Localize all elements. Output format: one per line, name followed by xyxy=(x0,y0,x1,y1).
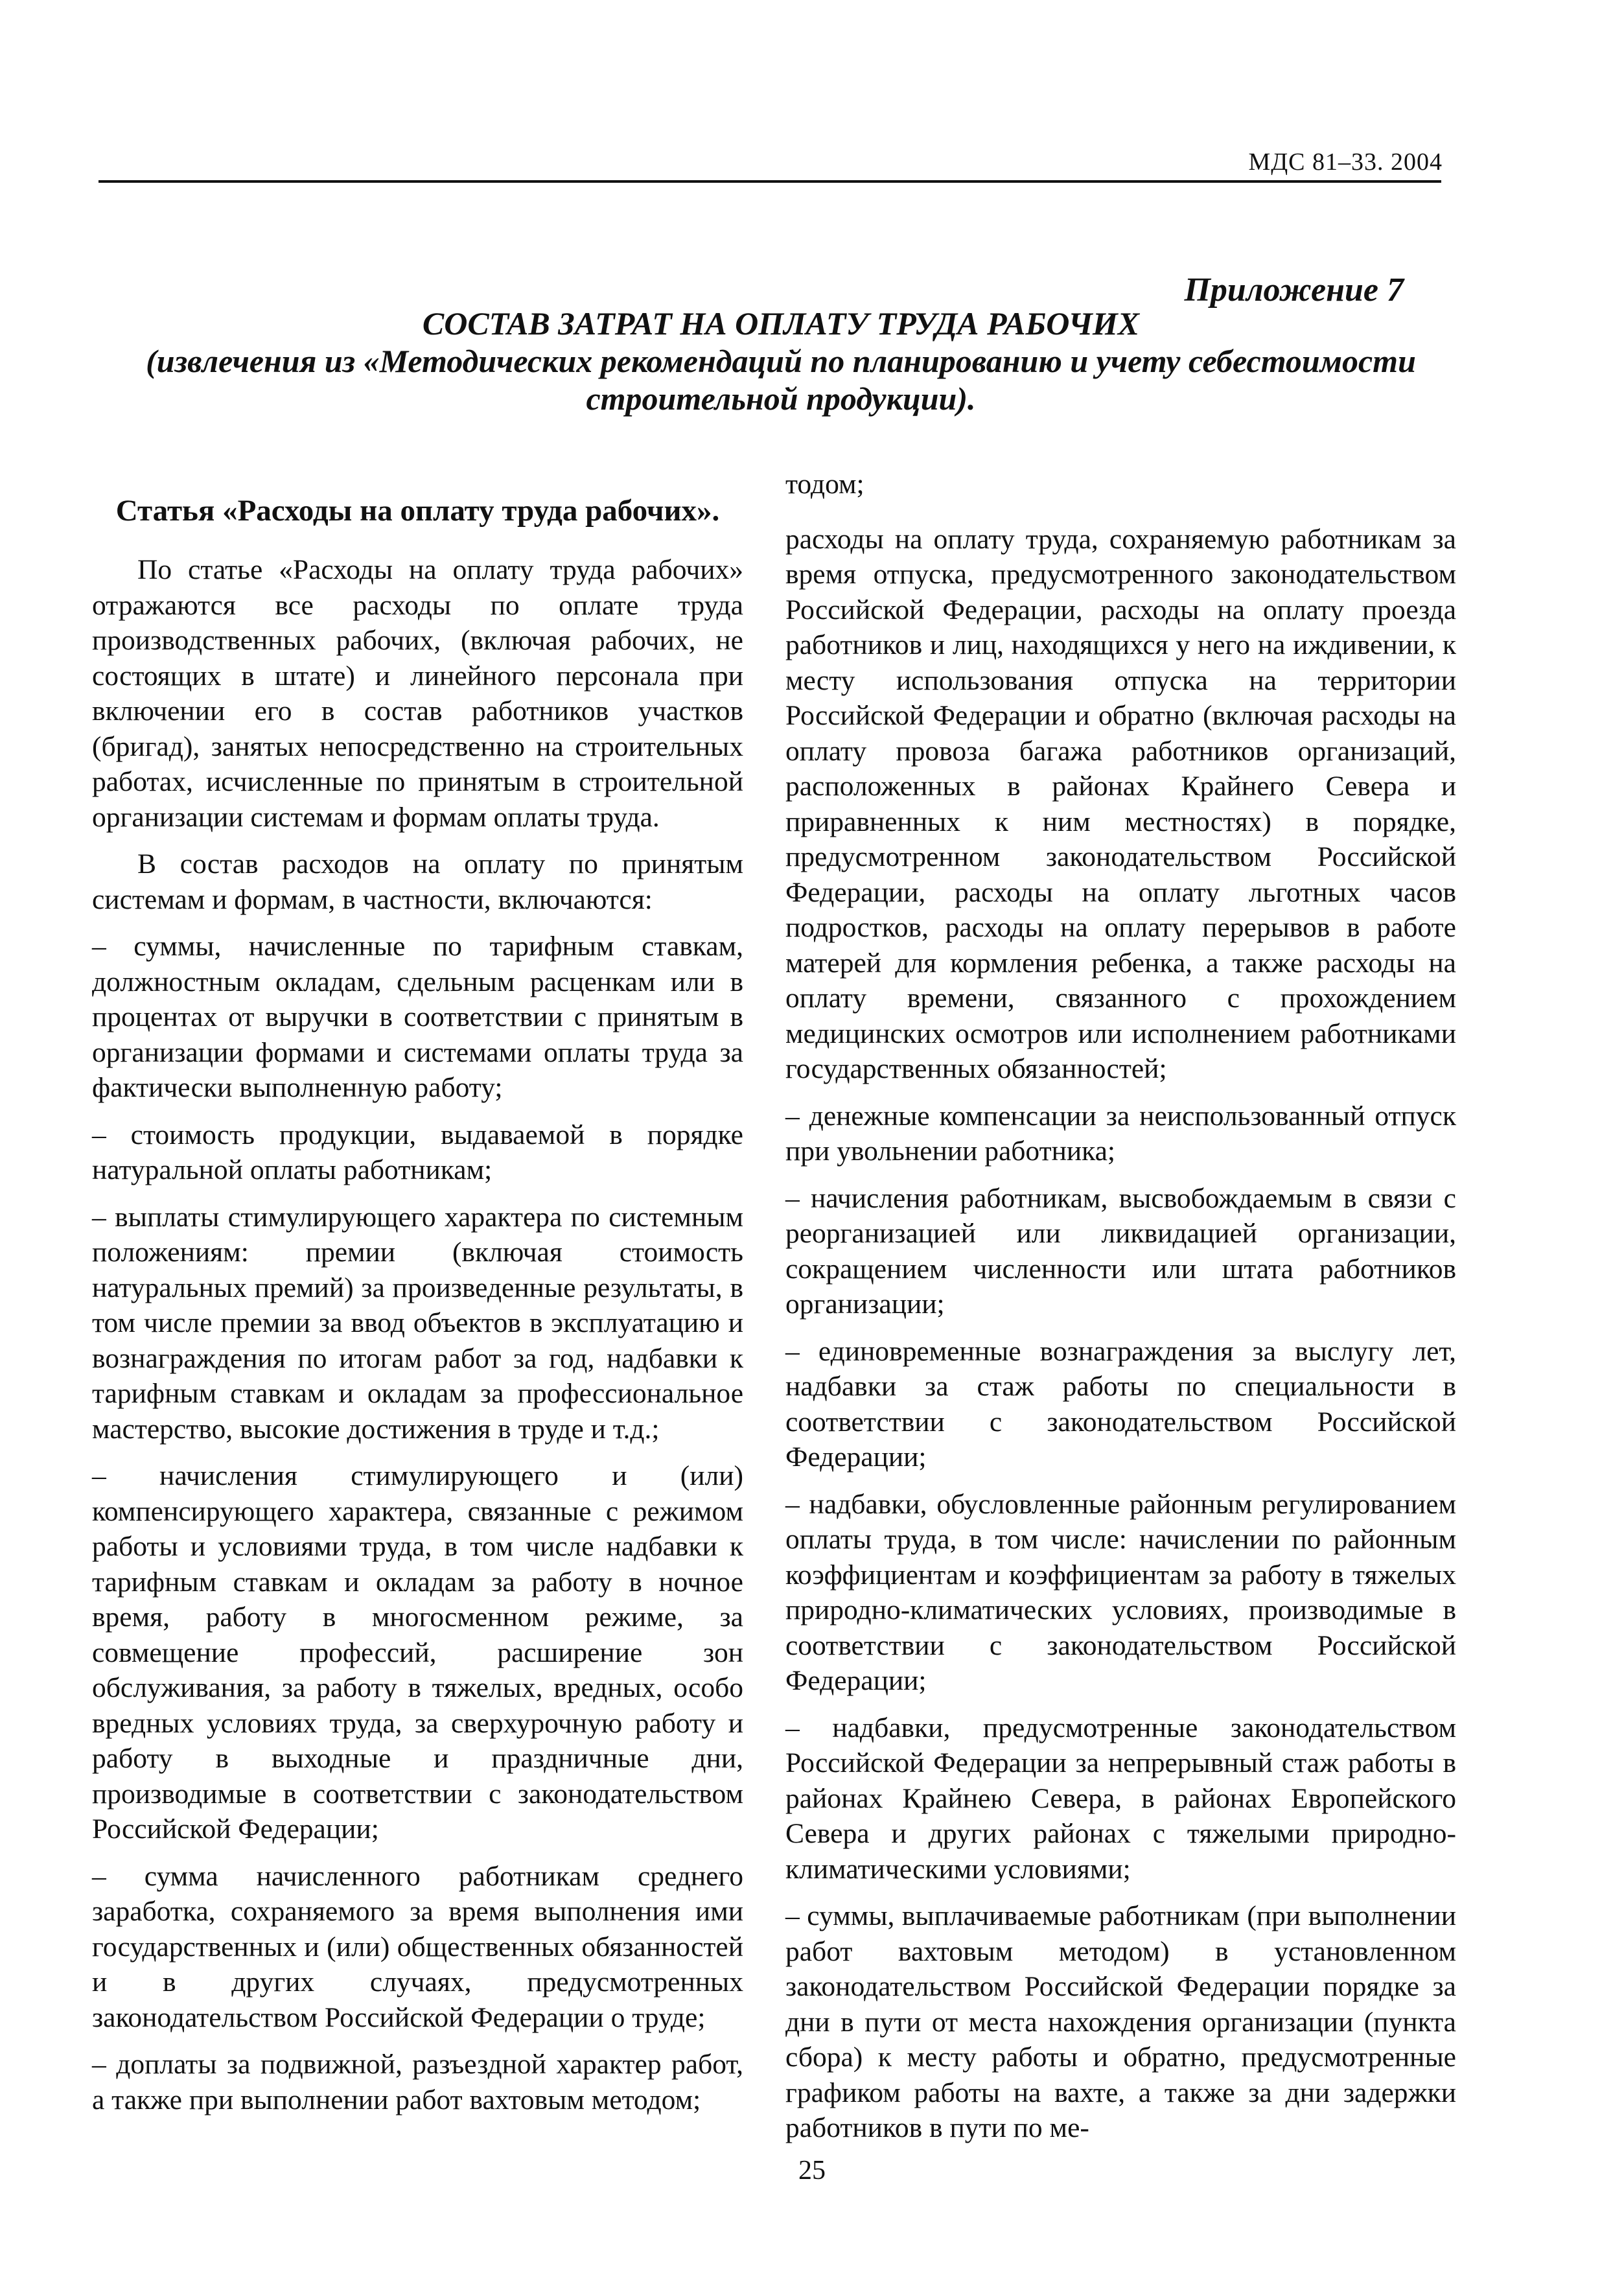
list-item: – денежные компенсации за неиспользованный отпуск при увольнении работника; xyxy=(785,1100,1456,1167)
list-item: – доплаты за подвижной, разъездной характер работ, а также при выполнении работ вахтовым методом; xyxy=(92,2049,743,2115)
section-heading: Статья «Расходы на оплату труда рабочих». xyxy=(115,494,720,528)
paragraph: По статье «Расходы на оплату труда рабочих» отражаются все расходы по оплате труда производственных рабочих, (включая рабочих, не состоящих в штате) и линейного персонала при включении его в состав работников участков (бригад), занятых непосредственно на строительных работах, исчисленные по принятым в строительной организации системам и формам оплаты труда. xyxy=(92,554,743,833)
paragraph-continuation: тодом; xyxy=(785,469,864,500)
list-item: – сумма начисленного работникам среднего заработка, сохраняемого за время выполнения ими государственных и (или) общественных обязанностей и в других случаях, предусмотренных законодательством Российской Федерации о труде; xyxy=(92,1860,743,2033)
title-main: СОСТАВ ЗАТРАТ НА ОПЛАТУ ТРУДА РАБОЧИХ xyxy=(422,305,1140,342)
page-number: 25 xyxy=(798,2156,826,2185)
document-title xyxy=(117,305,1445,417)
list-item: – суммы, выплачиваемые работникам (при выполнении работ вахтовым методом) в установленном законодательством Российской Федерации порядке за дни в пути от места нахождения организации (пункта сбора) к месту работы и обратно, предусмотренные графиком работы на вахте, а также за дни задержки работников в пути по ме- xyxy=(785,1900,1456,2143)
list-item: – надбавки, обусловленные районным регулированием оплаты труда, в том числе: начислении по районным коэффициентам и коэффициентам за работу в тяжелых природно-климатических условиях, производимые в соответствии с законодательством Российской Федерации; xyxy=(785,1488,1456,1696)
list-item: – единовременные вознаграждения за выслугу лет, надбавки за стаж работы по специальности в соответствии с законодательством Российской Федерации; xyxy=(785,1335,1456,1473)
paragraph: расходы на оплату труда, сохраняемую работникам за время отпуска, предусмотренного законодательством Российской Федерации, расходы на оплату проезда работников и лиц, находящихся у него на иждивении, к месту использования отпуска на территории Российской Федерации и обратно (включая расходы на оплату провоза багажа работников организаций, расположенных в районах Крайнего Севера и приравненных к ним местностях) в порядке, предусмотренном законодательством Российской Федерации, расходы на оплату льготных часов подростков, расходы на оплату перерывов в работе матерей для кормления ребенка, а также расходы на оплату времени, связанного с прохождением медицинских осмотров или исполнением работниками государственных обязанностей; xyxy=(785,523,1456,1084)
title-subtitle: (извлечения из «Методических рекомендаций по планированию и учету себестоимости строительной продукции). xyxy=(146,343,1416,417)
list-item: – суммы, начисленные по тарифным ставкам, должностным окладам, сдельным расценкам или в процентах от выручки в соответствии с принятым в организации формами и системами оплаты труда за фактически выполненную работу; xyxy=(92,931,743,1103)
list-item: – начисления стимулирующего и (или) компенсирующего характера, связанные с режимом работы и условиями труда, в том числе надбавки к тарифным ставкам и окладам за работу в ночное время, работу в многосменном режиме, за совмещение профессий, расширение зон обслуживания, за работу в тяжелых, вредных, особо вредных условиях труда, за сверхурочную работу и работу в выходные и праздничные дни, производимые в соответствии с законодательством Российской Федерации; xyxy=(92,1460,743,1845)
list-item: – надбавки, предусмотренные законодательством Российской Федерации за непрерывный стаж работы в районах Крайнею Севера, в районах Европейского Севера и других районах с тяжелыми природно-климатическими условиями; xyxy=(785,1712,1456,1885)
right-column xyxy=(785,467,1456,2158)
list-item: – стоимость продукции, выдаваемой в порядке натуральной оплаты работникам; xyxy=(92,1119,743,1185)
paragraph: В состав расходов на оплату по принятым системам и формам, в частности, включаются: xyxy=(92,848,743,915)
appendix-label: Приложение 7 xyxy=(1184,272,1404,309)
list-item: – выплаты стимулирующего характера по системным положениям: премии (включая стоимость натуральных премий) за произведенные результаты, в том числе премии за ввод объектов в эксплуатацию и вознаграждения по итогам работ за год, надбавки к тарифным ставкам и окладам за профессиональное мастерство, высокие достижения в труде и т.д.; xyxy=(92,1201,743,1445)
document-code: МДС 81–33. 2004 xyxy=(1248,148,1443,176)
header-rule xyxy=(99,180,1441,183)
left-column xyxy=(92,467,743,2129)
list-item: – начисления работникам, высвобождаемым в связи с реорганизацией или ликвидацией организации, сокращением численности или штата работников организации; xyxy=(785,1182,1456,1320)
